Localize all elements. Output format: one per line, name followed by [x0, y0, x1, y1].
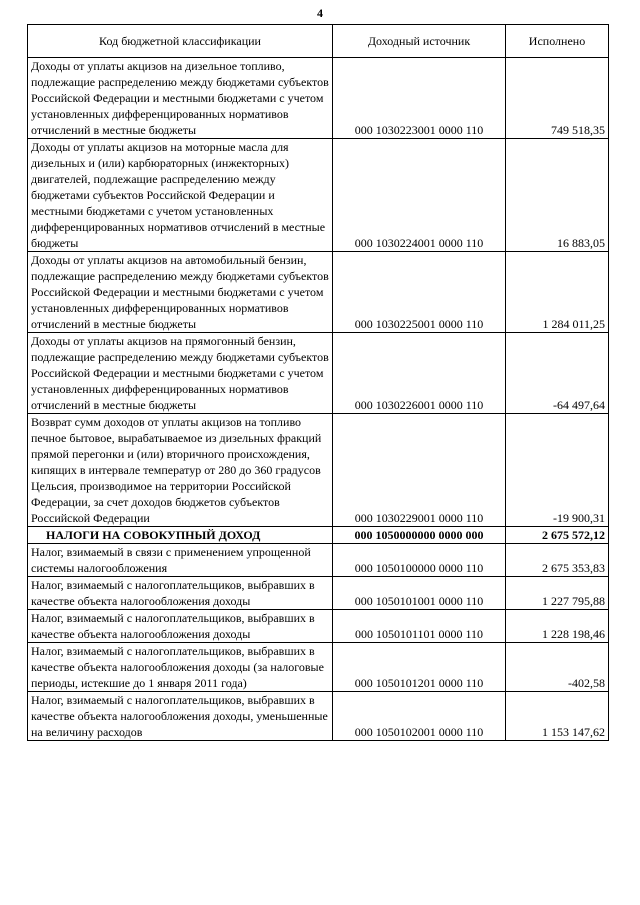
- row-code: 000 1050101101 0000 110: [333, 610, 506, 643]
- row-code: 000 1050102001 0000 110: [333, 692, 506, 741]
- table-row: [28, 252, 609, 333]
- column-header-executed: Исполнено: [506, 25, 609, 58]
- table-row: [28, 544, 609, 577]
- row-code: 000 1030229001 0000 110: [333, 414, 506, 527]
- row-code: 000 1030225001 0000 110: [333, 252, 506, 333]
- row-name: Доходы от уплаты акцизов на прямогонный бензин, подлежащие распределению между бюджетами субъектов Российской Федерации и местными бюджетами с учетом установленных дифференцированных нормативов отчислений в местные бюджеты: [28, 333, 333, 414]
- row-name: Возврат сумм доходов от уплаты акцизов на топливо печное бытовое, вырабатываемое из дизельных фракций прямой перегонки и (или) вторичного происхождения, кипящих в интервале температур от 280 до 360 градусов Цельсия, производимое на территории Российской Федерации, за счет доходов бюджетов субъектов Российской Федерации: [28, 414, 333, 527]
- row-name: Налог, взимаемый с налогоплательщиков, выбравших в качестве объекта налогообложения доходы (за налоговые периоды, истекшие до 1 января 2011 года): [28, 643, 333, 692]
- row-code: 000 1030223001 0000 110: [333, 58, 506, 139]
- row-name: Налог, взимаемый с налогоплательщиков, выбравших в качестве объекта налогообложения доходы: [28, 610, 333, 643]
- row-value: 1 227 795,88: [506, 577, 609, 610]
- row-value: 2 675 353,83: [506, 544, 609, 577]
- table-row: [28, 139, 609, 252]
- table-row: [28, 58, 609, 139]
- revenue-table: [27, 24, 609, 741]
- row-value: -402,58: [506, 643, 609, 692]
- row-name: Налог, взимаемый с налогоплательщиков, выбравших в качестве объекта налогообложения доходы, уменьшенные на величину расходов: [28, 692, 333, 741]
- row-value: 1 228 198,46: [506, 610, 609, 643]
- row-value: 1 153 147,62: [506, 692, 609, 741]
- row-name: Доходы от уплаты акцизов на моторные масла для дизельных и (или) карбюраторных (инжекторных) двигателей, подлежащие распределению между бюджетами субъектов Российской Федерации и местными бюджетами с учетом установленных дифференцированных нормативов отчислений в местные бюджеты: [28, 139, 333, 252]
- table-row: [28, 692, 609, 741]
- row-name: Налог, взимаемый с налогоплательщиков, выбравших в качестве объекта налогообложения доходы: [28, 577, 333, 610]
- table-row: [28, 643, 609, 692]
- row-code: 000 1030226001 0000 110: [333, 333, 506, 414]
- row-value: 16 883,05: [506, 139, 609, 252]
- row-code: 000 1050100000 0000 110: [333, 544, 506, 577]
- row-value: 749 518,35: [506, 58, 609, 139]
- row-value: 1 284 011,25: [506, 252, 609, 333]
- table-row: [28, 333, 609, 414]
- row-name: НАЛОГИ НА СОВОКУПНЫЙ ДОХОД: [28, 527, 333, 544]
- row-value: -64 497,64: [506, 333, 609, 414]
- row-code: 000 1050101201 0000 110: [333, 643, 506, 692]
- row-code: 000 1030224001 0000 110: [333, 139, 506, 252]
- table-row: [28, 610, 609, 643]
- table-header-row: [28, 25, 609, 58]
- column-header-classification: Код бюджетной классификации: [28, 25, 333, 58]
- table-row: [28, 577, 609, 610]
- row-code: 000 1050000000 0000 000: [333, 527, 506, 544]
- page-number: 4: [317, 6, 323, 20]
- table-row: [28, 527, 609, 544]
- row-value: 2 675 572,12: [506, 527, 609, 544]
- table-body: [28, 58, 609, 741]
- row-name: Налог, взимаемый в связи с применением упрощенной системы налогообложения: [28, 544, 333, 577]
- row-value: -19 900,31: [506, 414, 609, 527]
- table-row: [28, 414, 609, 527]
- row-name: Доходы от уплаты акцизов на дизельное топливо, подлежащие распределению между бюджетами субъектов Российской Федерации и местными бюджетами с учетом установленных дифференцированных нормативов отчислений в местные бюджеты: [28, 58, 333, 139]
- column-header-source: Доходный источник: [333, 25, 506, 58]
- row-name: Доходы от уплаты акцизов на автомобильный бензин, подлежащие распределению между бюджетами субъектов Российской Федерации и местными бюджетами с учетом установленных дифференцированных нормативов отчислений в местные бюджеты: [28, 252, 333, 333]
- row-code: 000 1050101001 0000 110: [333, 577, 506, 610]
